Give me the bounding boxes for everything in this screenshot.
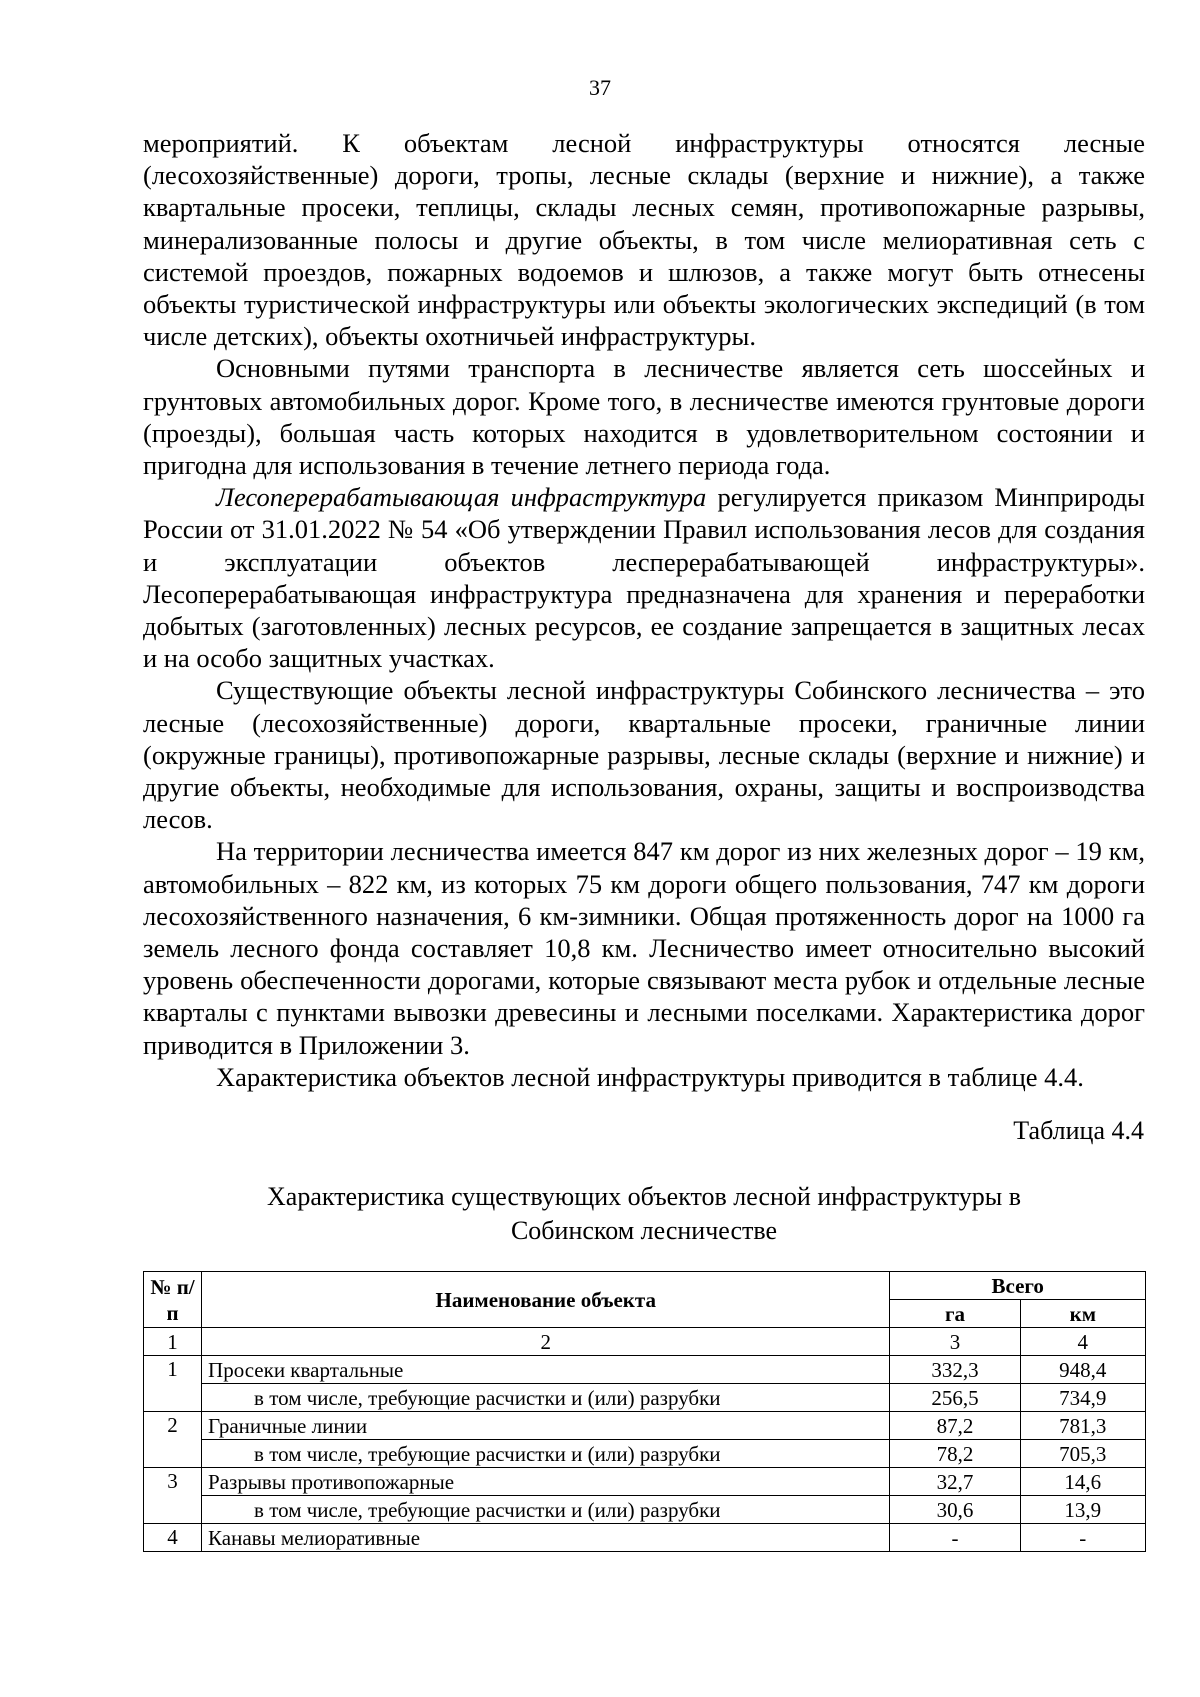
row-number: 1 [144, 1356, 202, 1412]
paragraph [143, 352, 1145, 481]
row-number: 2 [144, 1412, 202, 1468]
paragraph [143, 674, 1145, 835]
paragraph-text: Характеристика объектов лесной инфраструктуры приводится в таблице 4.4. [216, 1061, 1084, 1092]
row-number: 4 [144, 1524, 202, 1552]
table-header-row [144, 1272, 1146, 1300]
paragraph-text: Основными путями транспорта в лесничестве является сеть шоссейных и грунтовых автомобильных дорог. Кроме того, в лесничестве имеются грунтовые дороги (проезды), большая часть которых находится в удовлетворительном состоянии и пригодна для использования в течение летнего периода года. [143, 353, 1145, 481]
value-km: - [1020, 1524, 1145, 1552]
sub-value-ha: 30,6 [890, 1496, 1020, 1524]
paragraph [143, 1061, 1145, 1093]
value-km: 14,6 [1020, 1468, 1145, 1496]
sub-object-name: в том числе, требующие расчистки и (или) разрубки [202, 1496, 890, 1524]
table-row [144, 1468, 1146, 1496]
paragraph-text: мероприятий. К объектам лесной инфраструктуры относятся лесные (лесохозяйственные) дороги, тропы, лесные склады (верхние и нижние), а также квартальные просеки, теплицы, склады лесных семян, противопожарные разрывы, минерализованные полосы и другие объекты, в том числе мелиоративная сеть с системой проездов, пожарных водоемов и шлюзов, а также могут быть отнесены объекты туристической инфраструктуры или объекты экологических экспедиций (в том числе детских), объекты охотничьей инфраструктуры. [143, 128, 1145, 352]
table-subrow [144, 1384, 1146, 1412]
value-ha: - [890, 1524, 1020, 1552]
paragraph [143, 127, 1145, 352]
object-name: Канавы мелиоративные [202, 1524, 890, 1552]
object-name: Граничные линии [202, 1412, 890, 1440]
infrastructure-table [143, 1271, 1146, 1552]
value-km: 948,4 [1020, 1356, 1145, 1384]
index-cell: 3 [890, 1328, 1020, 1356]
table-caption: Таблица 4.4 [1013, 1116, 1144, 1145]
object-name: Просеки квартальные [202, 1356, 890, 1384]
table-subrow [144, 1440, 1146, 1468]
sub-value-km: 705,3 [1020, 1440, 1145, 1468]
table-row [144, 1412, 1146, 1440]
value-ha: 332,3 [890, 1356, 1020, 1384]
value-ha: 87,2 [890, 1412, 1020, 1440]
value-km: 781,3 [1020, 1412, 1145, 1440]
object-name: Разрывы противопожарные [202, 1468, 890, 1496]
sub-value-ha: 78,2 [890, 1440, 1020, 1468]
page-number: 37 [589, 75, 611, 100]
table-body [144, 1328, 1146, 1552]
sub-value-km: 13,9 [1020, 1496, 1145, 1524]
paragraph [143, 481, 1145, 674]
index-cell: 2 [202, 1328, 890, 1356]
paragraph-text: регулируется приказом Минприроды России от 31.01.2022 № 54 «Об утверждении Правил использования лесов для создания и эксплуатации объектов лесперерабатывающей инфраструктуры». Лесоперерабатывающая инфраструктура предназначена для хранения и переработки добытых (заготовленных) лесных ресурсов, ее создание запрещается в защитных лесах и на особо защитных участках. [143, 482, 1145, 674]
sub-object-name: в том числе, требующие расчистки и (или) разрубки [202, 1384, 890, 1412]
index-cell: 1 [144, 1328, 202, 1356]
header-total: Всего [890, 1272, 1146, 1300]
row-number: 3 [144, 1468, 202, 1524]
header-name: Наименование объекта [202, 1272, 890, 1328]
sub-value-km: 734,9 [1020, 1384, 1145, 1412]
table-index-row [144, 1328, 1146, 1356]
header-km: км [1020, 1300, 1145, 1328]
sub-object-name: в том числе, требующие расчистки и (или) разрубки [202, 1440, 890, 1468]
paragraph [143, 835, 1145, 1060]
paragraph-text: На территории лесничества имеется 847 км дорог из них железных дорог – 19 км, автомобильных – 822 км, из которых 75 км дороги общего пользования, 747 км дороги лесохозяйственного назначения, 6 км-зимники. Общая протяженность дорог на 1000 га земель лесного фонда составляет 10,8 км. Лесничество имеет относительно высокий уровень обеспеченности дорогами, которые связывают места рубок и отдельные лесные кварталы с пунктами вывозки древесины и лесными поселками. Характеристика дорог приводится в Приложении 3. [143, 836, 1145, 1060]
table-row [144, 1524, 1146, 1552]
value-ha: 32,7 [890, 1468, 1020, 1496]
paragraph-text: Существующие объекты лесной инфраструктуры Собинского лесничества – это лесные (лесохозяйственные) дороги, квартальные просеки, граничные линии (окружные границы), противопожарные разрывы, лесные склады (верхние и нижние) и другие объекты, необходимые для использования, охраны, защиты и воспроизводства лесов. [143, 675, 1145, 835]
index-cell: 4 [1020, 1328, 1145, 1356]
table-row [144, 1356, 1146, 1384]
table-title [143, 1180, 1145, 1248]
table-title-line: Характеристика существующих объектов лесной инфраструктуры в [267, 1182, 1021, 1211]
header-ha: га [890, 1300, 1020, 1328]
table-title-line: Собинском лесничестве [510, 1216, 778, 1245]
table-subrow [144, 1496, 1146, 1524]
body-text [143, 127, 1145, 1093]
header-num: № п/п [144, 1272, 202, 1328]
italic-term: Лесоперерабатывающая инфраструктура [216, 482, 707, 513]
sub-value-ha: 256,5 [890, 1384, 1020, 1412]
